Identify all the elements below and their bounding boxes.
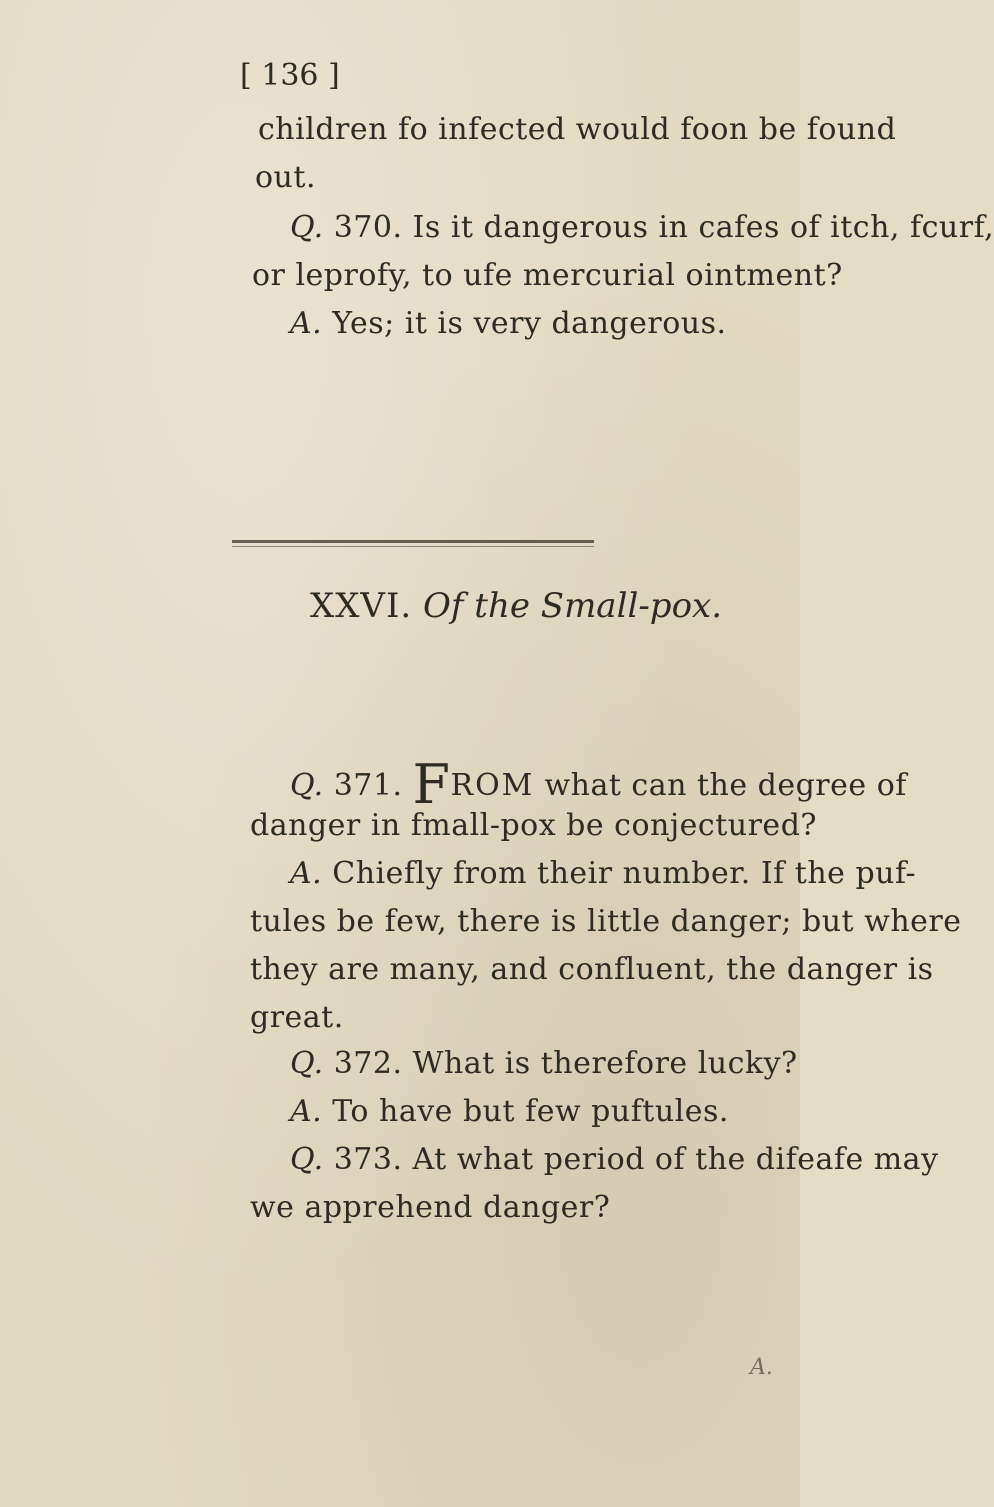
answer-370 — [290, 306, 727, 341]
section-rule — [232, 540, 594, 543]
question-370 — [290, 210, 994, 245]
answer-371-line-3 — [250, 952, 934, 987]
drop-cap: F — [412, 753, 451, 816]
question-text: what can the degree of — [544, 768, 907, 803]
question-number: 372. — [333, 1046, 403, 1081]
continued-text-line-2 — [255, 160, 316, 195]
question-text: What is therefore lucky? — [412, 1046, 798, 1081]
section-title: Of the Small-pox. — [423, 586, 723, 626]
first-word-rest: ROM — [450, 768, 535, 803]
question-text: Is it dangerous in cafes of itch, fcurf, — [412, 210, 994, 245]
question-text: At what period of the difeafe may — [412, 1142, 939, 1177]
answer-text: tules be few, there is little danger; but where — [250, 904, 962, 939]
question-label: Q. — [290, 768, 324, 803]
section-rule-thin — [232, 546, 594, 547]
continued-text-end: out. — [255, 160, 316, 195]
answer-371-line-4 — [250, 1000, 344, 1035]
question-371-continued — [250, 808, 817, 843]
question-373 — [290, 1142, 939, 1177]
answer-text: they are many, and confluent, the danger is — [250, 952, 934, 987]
answer-label: A. — [290, 856, 323, 891]
continued-text-line-1 — [258, 112, 896, 147]
section-numeral: XXVI. — [310, 586, 413, 626]
answer-text: To have but few puftules. — [332, 1094, 729, 1129]
answer-label: A. — [290, 306, 323, 341]
question-label: Q. — [290, 210, 324, 245]
catchword: A. — [750, 1355, 773, 1380]
question-number: 370. — [333, 210, 403, 245]
continued-text: children fo infected would foon be found — [258, 112, 897, 147]
answer-label: A. — [290, 1094, 323, 1129]
question-text: we apprehend danger? — [250, 1190, 611, 1225]
answer-372 — [290, 1094, 729, 1129]
question-373-continued — [250, 1190, 610, 1225]
question-text: or leprofy, to ufe mercurial ointment? — [252, 258, 843, 293]
page-number: [ 136 ] — [240, 58, 340, 93]
question-number: 371. — [333, 768, 403, 803]
answer-text: Chiefly from their number. If the puf- — [332, 856, 917, 891]
question-label: Q. — [290, 1046, 324, 1081]
answer-371-line-2 — [250, 904, 962, 939]
question-label: Q. — [290, 1142, 324, 1177]
question-370-continued — [252, 258, 843, 293]
question-371 — [290, 753, 907, 816]
answer-text: great. — [250, 1000, 344, 1035]
answer-text: Yes; it is very dangerous. — [332, 306, 727, 341]
question-372 — [290, 1046, 798, 1081]
question-text: danger in fmall-pox be conjectured? — [250, 808, 817, 843]
section-heading — [310, 586, 722, 626]
answer-371 — [290, 856, 916, 891]
question-number: 373. — [333, 1142, 403, 1177]
